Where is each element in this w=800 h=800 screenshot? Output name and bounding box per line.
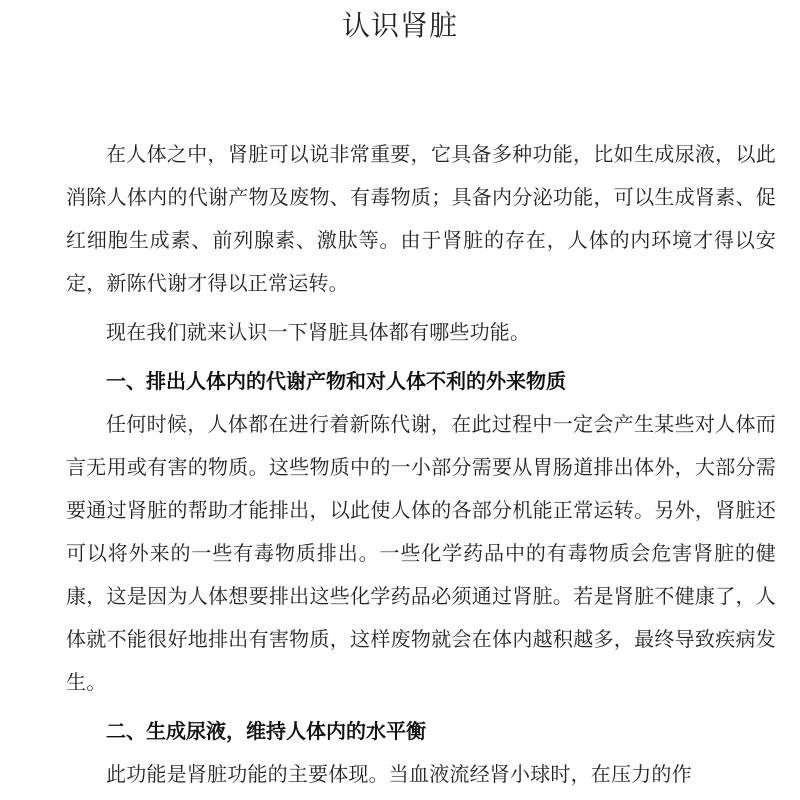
- article-body: [66, 133, 776, 796]
- section-2-heading: 二、生成尿液，维持人体内的水平衡: [106, 719, 426, 743]
- section-1-heading: 一、排出人体内的代谢产物和对人体不利的外来物质: [106, 369, 566, 393]
- section-2-paragraph: 此功能是肾脏功能的主要体现。当血液流经肾小球时，在压力的作: [106, 762, 692, 786]
- intro-paragraph-2: 现在我们就来认识一下肾脏具体都有哪些功能。: [106, 320, 531, 344]
- section-1-paragraph: 任何时候，人体都在进行着新陈代谢，在此过程中一定会产生某些对人体而言无用或有害的物质。这些物质中的一小部分需要从胃肠道排出体外，大部分需要通过肾脏的帮助才能排出，以此使人体的各部分机能正常运转。另外，肾脏还可以将外来的一些有毒物质排出。一些化学药品中的有毒物质会危害肾脏的健康，这是因为人体想要排出这些化学药品必须通过肾脏。若是肾脏不健康了，人体就不能很好地排出有害物质，这样废物就会在体内越积越多，最终导致疾病发生。: [66, 412, 776, 694]
- intro-paragraph-1: 在人体之中，肾脏可以说非常重要，它具备多种功能，比如生成尿液，以此消除人体内的代谢产物及废物、有毒物质；具备内分泌功能，可以生成肾素、促红细胞生成素、前列腺素、激肽等。由于肾脏的存在，人体的内环境才得以安定，新陈代谢才得以正常运转。: [66, 142, 776, 295]
- page-title: 认识肾脏: [341, 9, 458, 42]
